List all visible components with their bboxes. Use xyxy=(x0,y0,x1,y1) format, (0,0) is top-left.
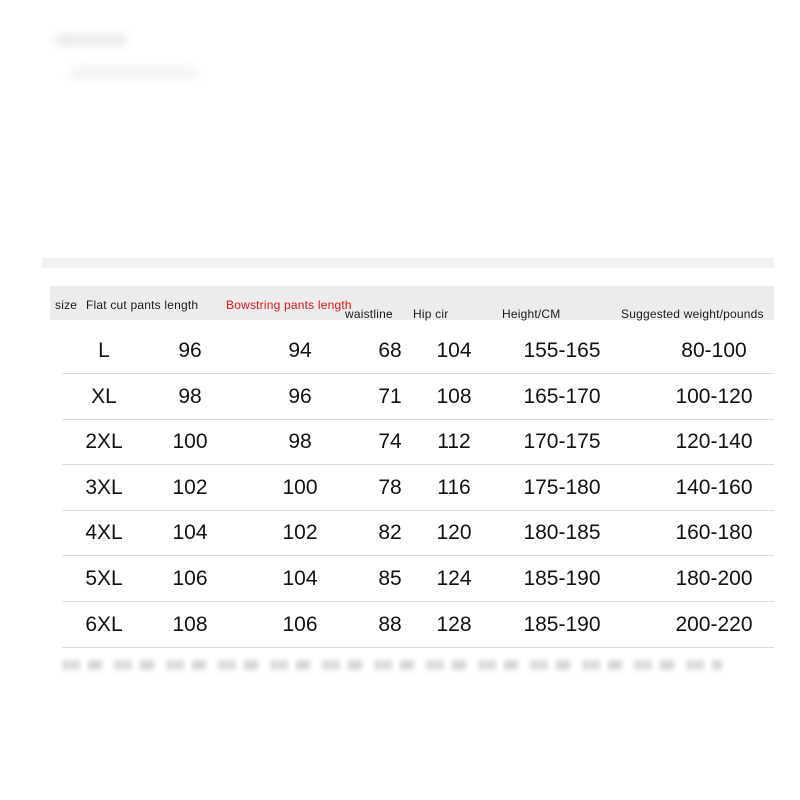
blurred-footnote xyxy=(62,660,722,670)
table-cell-size: 2XL xyxy=(85,430,123,454)
table-row xyxy=(62,328,774,374)
table-cell-weight: 80-100 xyxy=(681,339,747,362)
table-cell-waist: 85 xyxy=(378,567,402,590)
table-cell-hip: 116 xyxy=(437,475,471,499)
header-flat-cut-pants-length: Flat cut pants length xyxy=(86,298,199,312)
table-cell-weight: 200-220 xyxy=(675,612,753,636)
table-cell-hip: 108 xyxy=(436,384,472,408)
table-cell-size: 4XL xyxy=(85,521,123,545)
table-cell-bowstring: 104 xyxy=(282,567,318,590)
table-cell-flat: 104 xyxy=(172,521,208,545)
table-cell-flat: 106 xyxy=(172,567,208,590)
table-cell-weight: 120-140 xyxy=(675,430,753,454)
table-cell-flat: 108 xyxy=(172,612,208,636)
table-row xyxy=(62,374,774,420)
blurred-artifact xyxy=(70,68,198,78)
table-cell-flat: 102 xyxy=(172,475,208,499)
table-cell-size: 3XL xyxy=(85,475,123,499)
header-bowstring-pants-length: Bowstring pants length xyxy=(226,298,352,312)
table-cell-hip: 124 xyxy=(436,567,472,590)
header-size: size xyxy=(55,298,78,312)
table-cell-size: L xyxy=(98,339,110,362)
table-cell-flat: 100 xyxy=(172,430,208,454)
table-cell-weight: 140-160 xyxy=(675,475,753,499)
header-height: Height/CM xyxy=(502,307,561,321)
table-cell-height: 180-185 xyxy=(523,521,601,545)
table-cell-flat: 96 xyxy=(178,339,202,362)
table-top-band xyxy=(42,258,774,268)
header-suggested-weight: Suggested weight/pounds xyxy=(621,307,764,321)
table-cell-bowstring: 102 xyxy=(282,521,318,545)
table-cell-height: 165-170 xyxy=(523,384,601,408)
table-cell-size: 5XL xyxy=(85,567,123,590)
table-cell-flat: 98 xyxy=(178,384,202,408)
table-cell-bowstring: 94 xyxy=(288,339,312,362)
table-cell-hip: 120 xyxy=(436,521,472,545)
table-cell-bowstring: 106 xyxy=(282,612,318,636)
table-cell-height: 155-165 xyxy=(523,339,601,362)
header-waistline: waistline xyxy=(345,307,393,321)
table-cell-waist: 78 xyxy=(378,475,402,499)
table-cell-waist: 82 xyxy=(378,521,402,545)
table-cell-size: XL xyxy=(91,384,117,408)
table-cell-bowstring: 96 xyxy=(288,384,312,408)
table-row xyxy=(62,602,774,648)
table-cell-bowstring: 98 xyxy=(288,430,312,454)
blurred-artifact xyxy=(55,34,127,46)
table-row xyxy=(62,556,774,602)
table-cell-hip: 104 xyxy=(436,339,472,362)
table-cell-size: 6XL xyxy=(85,612,123,636)
table-cell-waist: 71 xyxy=(378,384,402,408)
table-cell-height: 170-175 xyxy=(523,430,601,454)
header-hip-circumference: Hip cir xyxy=(413,307,449,321)
table-cell-height: 185-190 xyxy=(523,612,601,636)
table-cell-bowstring: 100 xyxy=(282,475,318,499)
table-cell-height: 185-190 xyxy=(523,567,601,590)
table-row xyxy=(62,419,774,465)
size-chart-table xyxy=(42,258,774,664)
table-cell-waist: 74 xyxy=(378,430,402,454)
table-cell-hip: 128 xyxy=(436,612,472,636)
table-cell-weight: 180-200 xyxy=(675,567,753,590)
table-cell-weight: 100-120 xyxy=(675,384,753,408)
table-cell-height: 175-180 xyxy=(523,475,601,499)
table-row xyxy=(62,510,774,556)
table-cell-waist: 68 xyxy=(378,339,402,362)
table-cell-waist: 88 xyxy=(378,612,402,636)
table-cell-hip: 112 xyxy=(437,430,471,454)
table-cell-weight: 160-180 xyxy=(675,521,753,545)
table-row xyxy=(62,465,774,511)
